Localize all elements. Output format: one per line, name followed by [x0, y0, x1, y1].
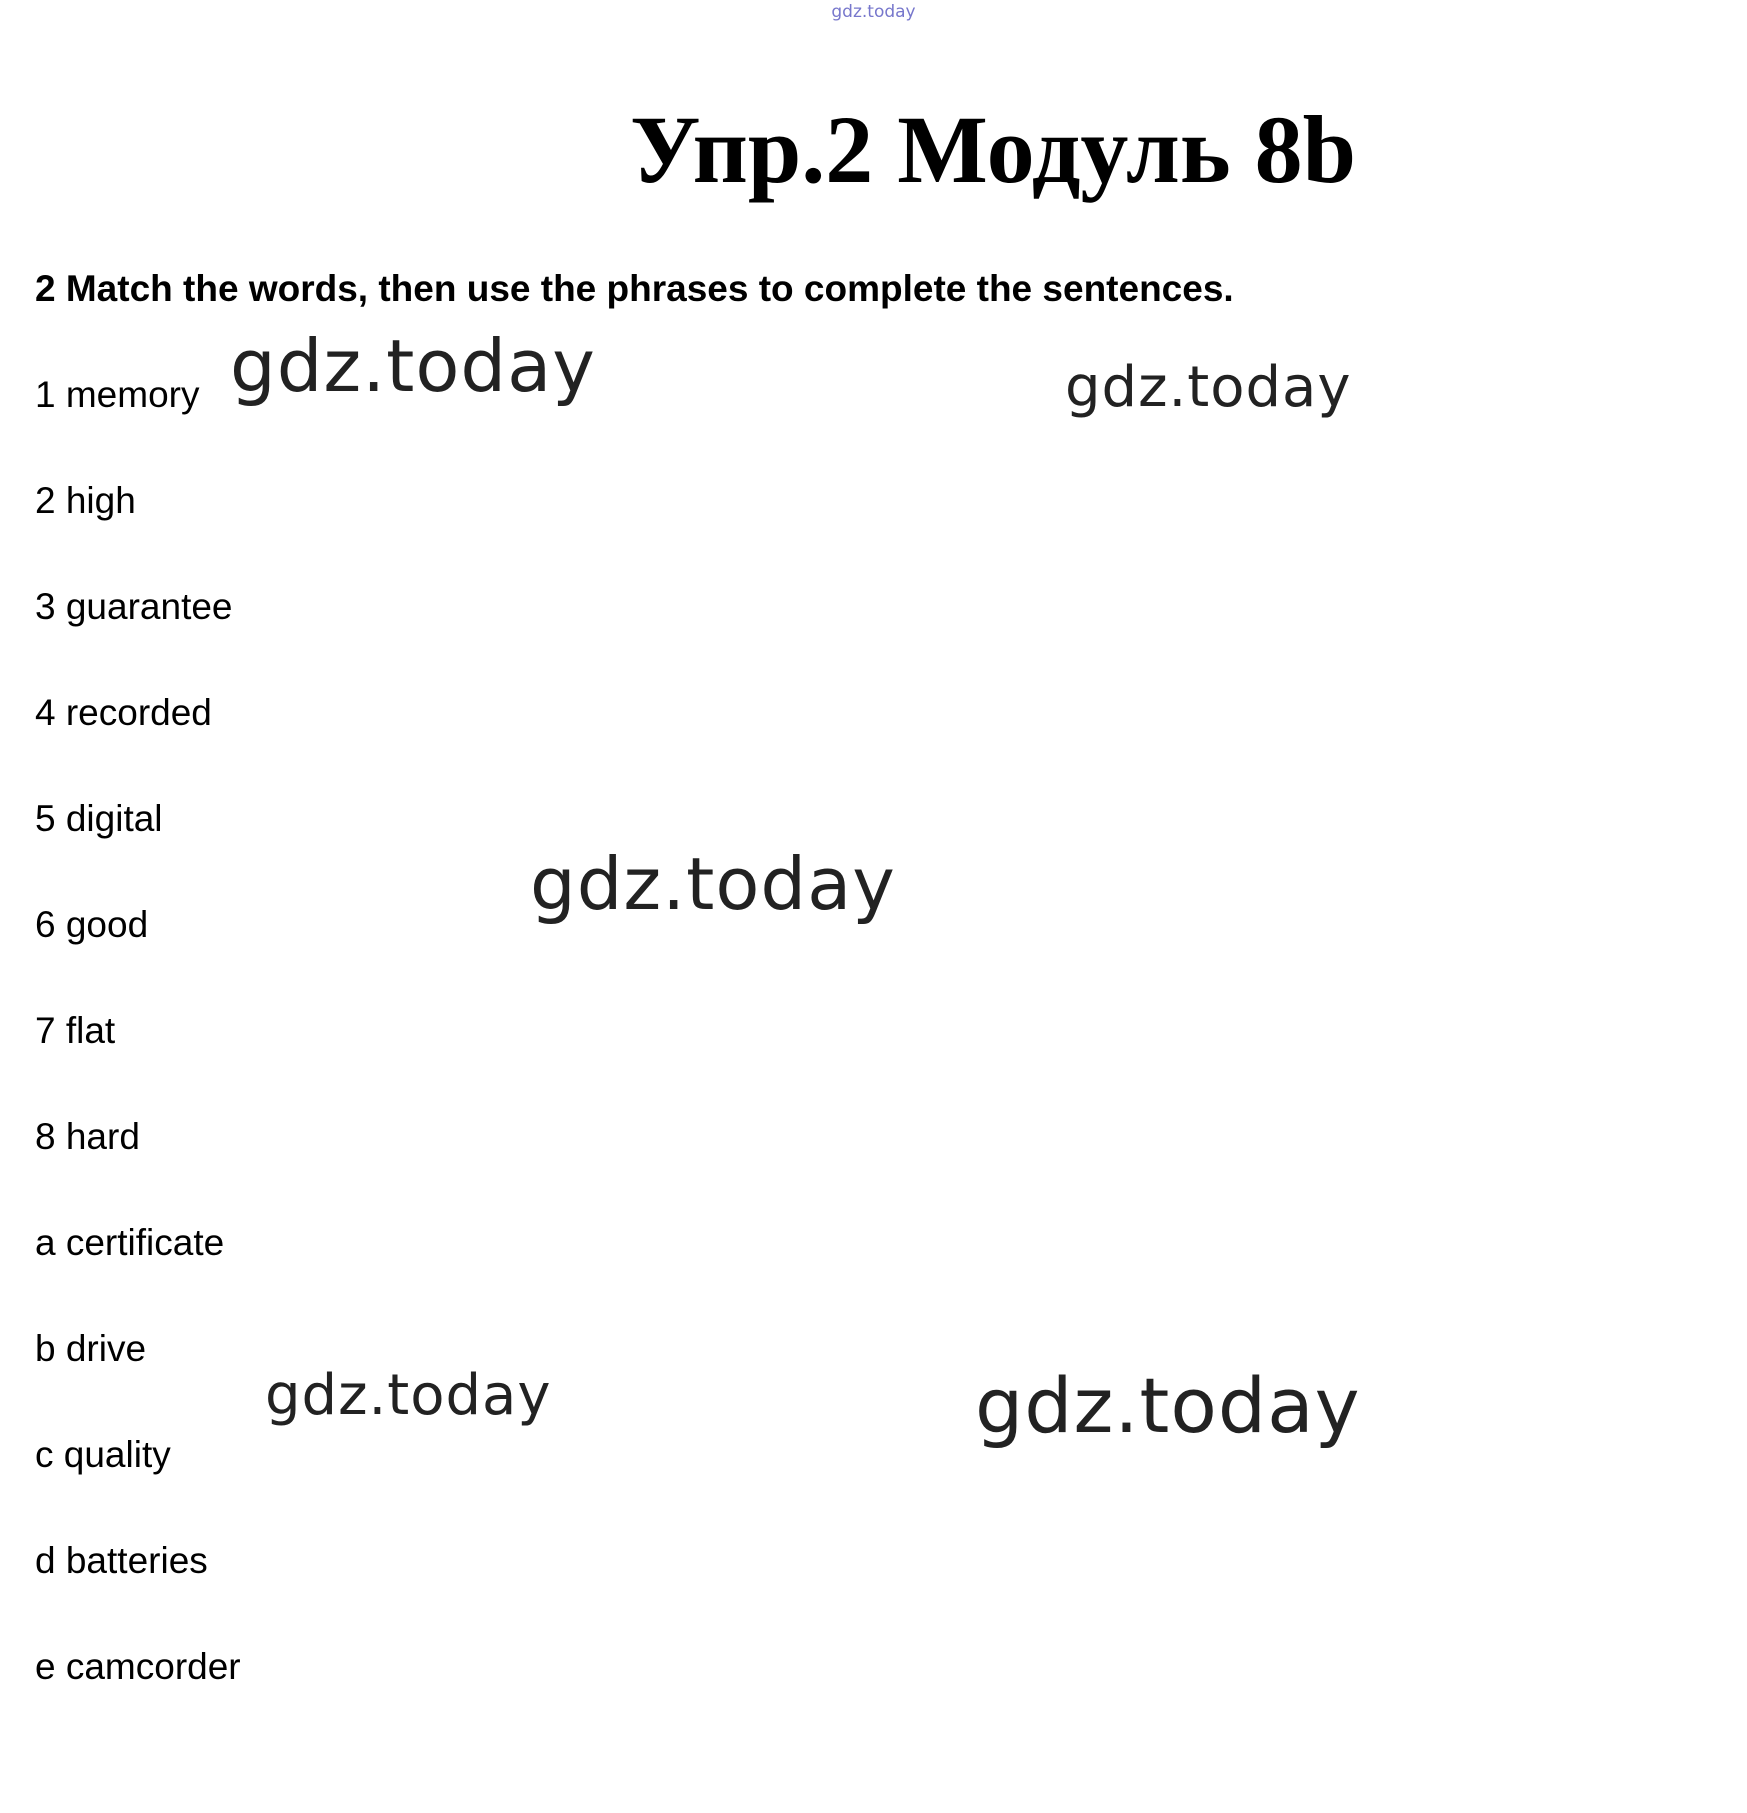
watermark: gdz.today: [230, 324, 596, 408]
list-item: 2 high: [35, 480, 136, 521]
word-list: [35, 370, 241, 1748]
site-watermark-top: gdz.today: [831, 2, 916, 22]
list-item: d batteries: [35, 1540, 208, 1581]
list-item: a certificate: [35, 1222, 225, 1263]
list-item: 8 hard: [35, 1116, 140, 1157]
page-title: Упр.2 Модуль 8b: [630, 96, 1357, 203]
list-item: 4 recorded: [35, 692, 212, 733]
list-item: 7 flat: [35, 1010, 116, 1051]
watermark: gdz.today: [530, 842, 896, 926]
list-item: 1 memory: [35, 374, 200, 415]
watermark: gdz.today: [1065, 355, 1352, 420]
watermark: gdz.today: [265, 1363, 552, 1428]
exercise-instruction: 2 Match the words, then use the phrases to complete the sentences.: [35, 268, 1234, 309]
list-item: 6 good: [35, 904, 149, 945]
list-item: c quality: [35, 1434, 171, 1475]
list-item: b drive: [35, 1328, 147, 1369]
list-item: 3 guarantee: [35, 586, 233, 627]
list-item: e camcorder: [35, 1646, 241, 1687]
watermark: gdz.today: [975, 1361, 1361, 1450]
list-item: 5 digital: [35, 798, 163, 839]
